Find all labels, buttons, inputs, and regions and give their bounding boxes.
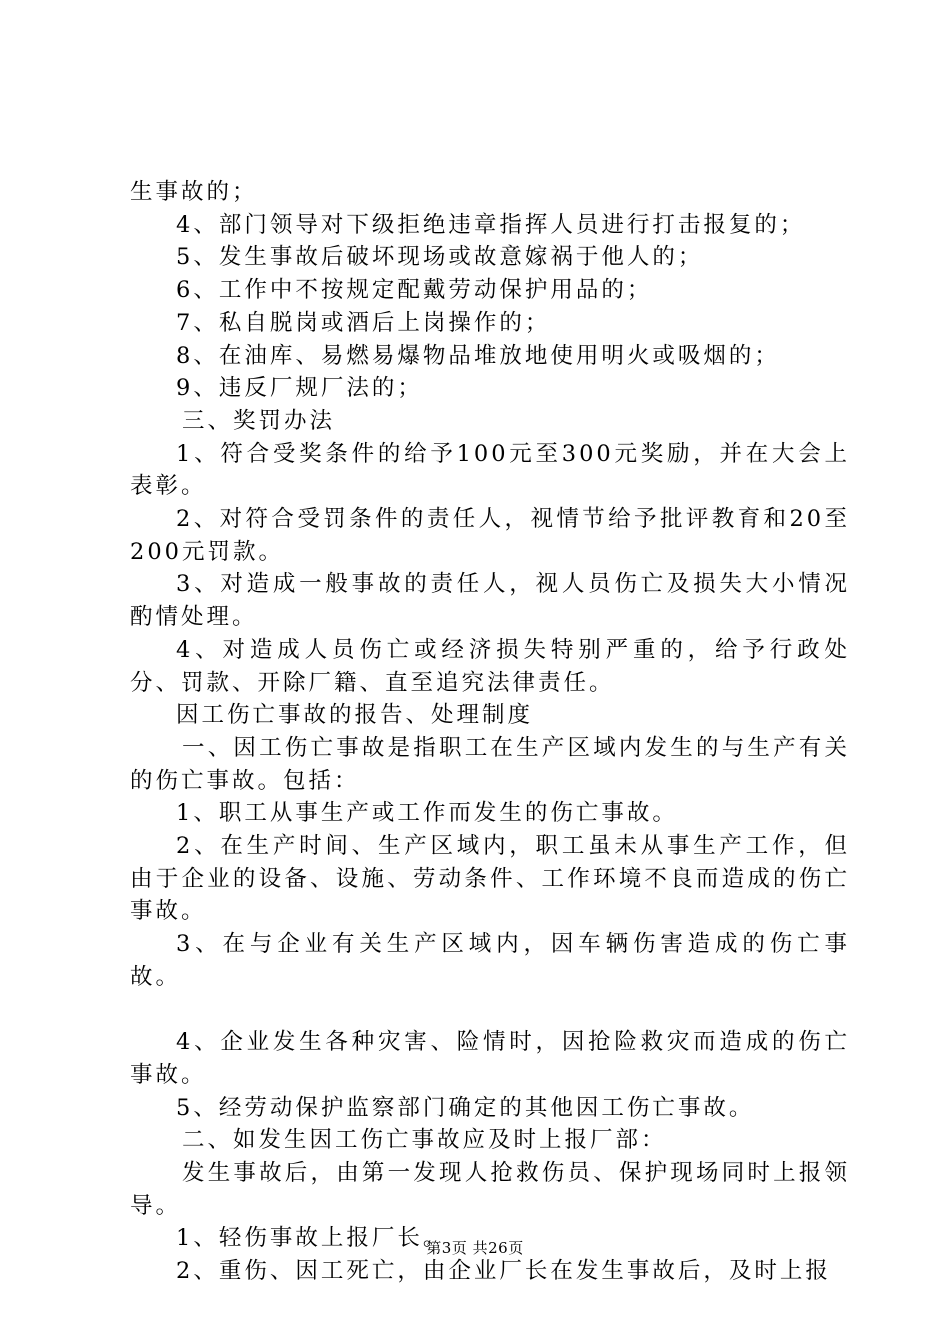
definition-item-5: 5、经劳动保护监察部门确定的其他因工伤亡事故。 (176, 1094, 755, 1121)
reporting-paragraph: 发生事故后，由第一发现人抢救伤员、保护现场同时上报领导。 (130, 1160, 850, 1219)
section-heading-definition: 一、因工伤亡事故是指职工在生产区域内发生的与生产有关的伤亡事故。包括： (130, 734, 850, 794)
reporting-item-1: 1、轻伤事故上报厂长。 (176, 1225, 449, 1252)
list-item-8: 8、在油库、易燃易爆物品堆放地使用明火或吸烟的； (176, 342, 780, 369)
list-item-4: 4、部门领导对下级拒绝违章指挥人员进行打击报复的； (176, 211, 806, 238)
list-item-7: 7、私自脱岗或酒后上岗操作的； (176, 309, 551, 336)
reporting-item-2: 2、重伤、因工死亡，由企业厂长在发生事故后，及时上报 (176, 1258, 831, 1285)
reward-item-2: 2、对符合受罚条件的责任人，视情节给予批评教育和20至200元罚款。 (130, 506, 850, 565)
section-title-accident-reporting: 因工伤亡事故的报告、处理制度 (176, 702, 534, 729)
definition-item-3: 3、在与企业有关生产区域内，因车辆伤害造成的伤亡事故。 (130, 931, 850, 990)
blank-line (130, 994, 850, 1027)
list-item-9: 9、违反厂规厂法的； (176, 375, 423, 402)
definition-item-4: 4、企业发生各种灾害、险情时，因抢险救灾而造成的伤亡事故。 (130, 1029, 850, 1088)
paragraph-continuation: 生事故的； (130, 179, 258, 205)
document-body (130, 176, 850, 1288)
list-item-6: 6、工作中不按规定配戴劳动保护用品的； (176, 277, 653, 304)
list-item-5: 5、发生事故后破坏现场或故意嫁祸于他人的； (176, 244, 704, 271)
section-heading-rewards-penalties: 三、奖罚办法 (182, 407, 336, 434)
definition-item-1: 1、职工从事生产或工作而发生的伤亡事故。 (176, 800, 678, 827)
section-heading-reporting: 二、如发生因工伤亡事故应及时上报厂部： (182, 1127, 667, 1154)
reward-item-3: 3、对造成一般事故的责任人，视人员伤亡及损失大小情况酌情处理。 (130, 571, 850, 631)
definition-item-2: 2、在生产时间、生产区域内，职工虽未从事生产工作，但由于企业的设备、设施、劳动条件、工作环境不良而造成的伤亡事故。 (130, 833, 850, 925)
reward-item-1: 1、符合受奖条件的给予100元至300元奖励，并在大会上表彰。 (130, 440, 850, 500)
page-number-footer: 第3页 共26页 (426, 1239, 524, 1257)
reward-item-4: 4、对造成人员伤亡或经济损失特别严重的，给予行政处分、罚款、开除厂籍、直至追究法律责任。 (130, 636, 850, 696)
